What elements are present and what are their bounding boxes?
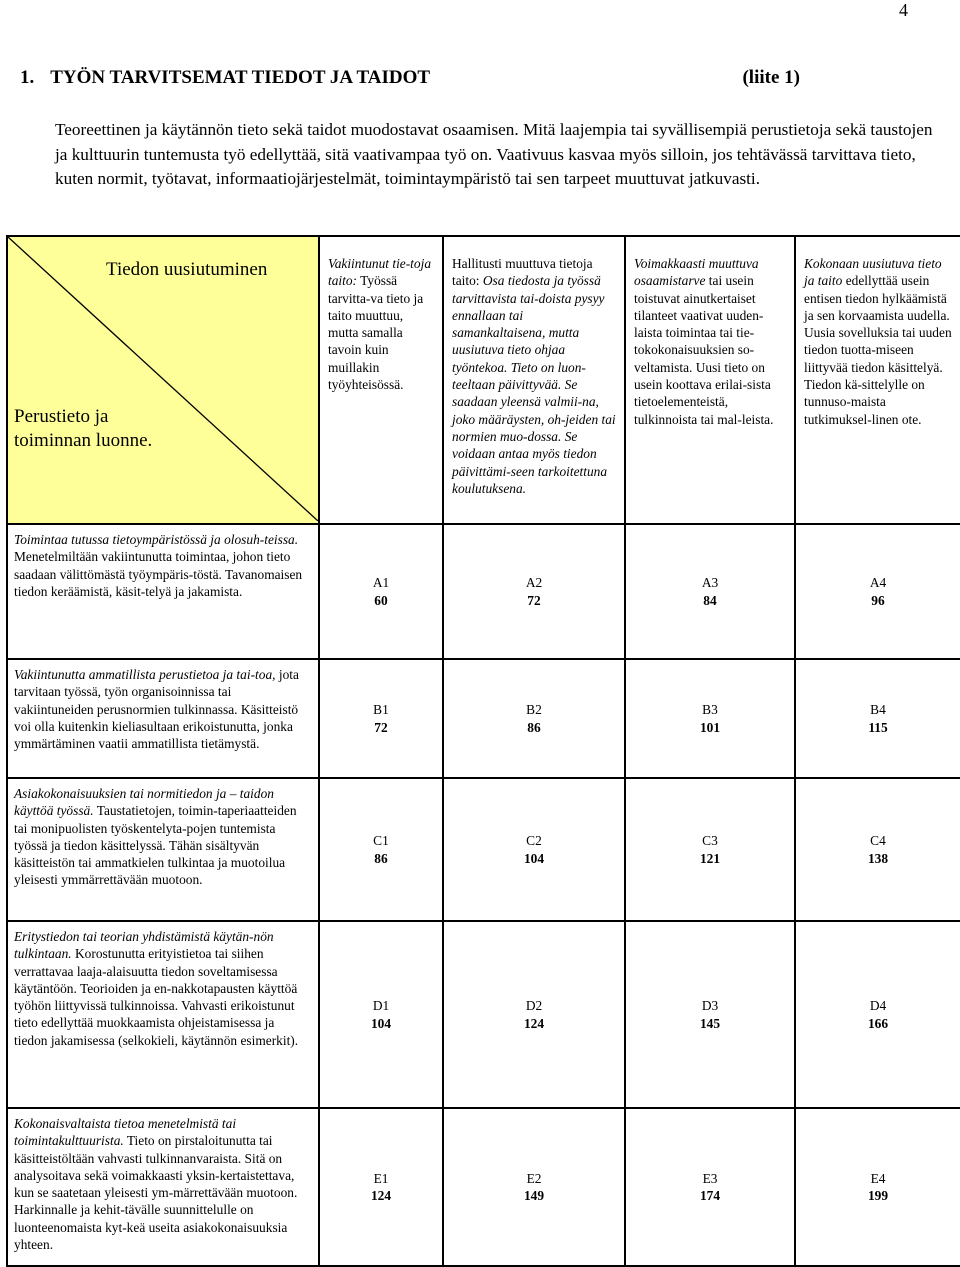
cell-points: 101 bbox=[699, 719, 721, 735]
cell-code: A3 bbox=[701, 575, 719, 591]
cell-code: B3 bbox=[702, 702, 718, 718]
cell-code: E2 bbox=[526, 1170, 542, 1186]
table-row bbox=[7, 659, 960, 778]
heading-number: 1. bbox=[20, 67, 35, 88]
row-header-d-text: Korostunutta erityistietoa tai siihen verrattavaa laaja-alaisuutta tiedon soveltamisessa käytäntöön. Teorioiden ja en-nakkotapausten käyttöä työhön liittyvissä tulkinnoissa. Vahvasti erikoistunut tieto edellyttää muokkaamista ohjeistamisessa ja tiedon jakamisessa (selkokieli, käytännön esimerkit). bbox=[14, 946, 299, 1048]
column-header-2-italic: Osa tiedosta ja työssä tarvittavista tai-doista pysyy ennallaan tai samankaltaisena, mutta uusiutuva tieto ohjaa työntekoa. Tieto on luon-teeltaan päivittyvää. Se saadaan yleensä valmii-na, joko määräysten, oh-jeiden tai normien muo-dossa. Se voidaan antaa myös tiedon päivittämi-seen tarkoitettuna koulutuksena. bbox=[452, 273, 616, 496]
cell-code: D1 bbox=[372, 998, 390, 1014]
column-header-1-italic: Vakiintunut tie-toja taito: bbox=[328, 256, 432, 289]
cell-b4 bbox=[795, 659, 960, 778]
basic-knowledge-label bbox=[14, 405, 152, 453]
cell-c4 bbox=[795, 778, 960, 921]
cell-d4 bbox=[795, 921, 960, 1108]
row-header-c-text: Taustatietojen, toimin-taperiaatteiden tai monipuolisten työskentelyta-pojen tuntemista työssä ja tiedon käsittelyssä. Tähän sisältyvän käsitteistön tai ammatkielen tulkintaa ja muotoilua yleisesti ymmärrettävään muotoon. bbox=[14, 803, 297, 888]
table-row bbox=[7, 778, 960, 921]
row-header-c-italic: Asiakokonaisuuksien tai normitiedon ja – taidon käyttöä työssä. bbox=[14, 786, 274, 819]
cell-code: E3 bbox=[702, 1170, 718, 1186]
cell-points: 86 bbox=[527, 719, 541, 735]
requirements-matrix bbox=[6, 235, 960, 1267]
cell-a1 bbox=[319, 524, 443, 659]
cell-c2 bbox=[443, 778, 625, 921]
cell-points: 199 bbox=[867, 1188, 889, 1203]
cell-points: 72 bbox=[527, 592, 541, 608]
row-header-b bbox=[7, 659, 319, 778]
cell-e2 bbox=[443, 1108, 625, 1266]
cell-c3 bbox=[625, 778, 795, 921]
cell-points: 149 bbox=[523, 1188, 545, 1203]
column-header-2 bbox=[443, 236, 625, 524]
cell-e1 bbox=[319, 1108, 443, 1266]
column-header-3-text: tai usein toistuvat ainutkertaiset tilanteet vaativat uuden-laista toimintaa tai tie-tokokonaisuuksien so-veltamista. Uusi tieto on usein koottava erilai-sista tietoelementeistä, tulkinnoista tai mal-leista. bbox=[634, 273, 774, 427]
cell-points: 84 bbox=[703, 592, 717, 608]
heading-title: TYÖN TARVITSEMAT TIEDOT JA TAIDOT bbox=[50, 67, 431, 88]
column-header-2-lead: Hallitusti muuttuva tietoja taito: bbox=[452, 256, 593, 289]
cell-points: 124 bbox=[523, 1015, 545, 1031]
row-header-a-text: Menetelmiltään vakiintunutta toimintaa, johon tieto saadaan välittömästä työympäris-töstä. Tavanomaisen tiedon keräämistä, käsit-telyä ja jakamista. bbox=[14, 549, 303, 599]
cell-points: 104 bbox=[370, 1015, 392, 1031]
basic-knowledge-line-1: Perustieto ja bbox=[14, 406, 109, 427]
cell-a4 bbox=[795, 524, 960, 659]
cell-b3 bbox=[625, 659, 795, 778]
cell-points: 166 bbox=[867, 1015, 889, 1031]
cell-code: C3 bbox=[702, 833, 718, 849]
column-header-1-text: Työssä tarvitta-va tieto ja taito muuttuu, mutta samalla tavoin kuin muillakin työyhteisössä. bbox=[328, 273, 424, 393]
basic-knowledge-line-2: toiminnan luonne. bbox=[14, 430, 153, 451]
cell-c1 bbox=[319, 778, 443, 921]
cell-code: C1 bbox=[373, 833, 389, 849]
cell-d3 bbox=[625, 921, 795, 1108]
cell-code: D4 bbox=[869, 998, 887, 1014]
column-header-4-italic: Kokonaan uusiutuva tieto ja taito bbox=[804, 256, 942, 289]
section-heading bbox=[20, 67, 800, 89]
column-header-3 bbox=[625, 236, 795, 524]
cell-code: B1 bbox=[373, 702, 389, 718]
row-header-d bbox=[7, 921, 319, 1108]
intro-paragraph: Teoreettinen ja käytännön tieto sekä taidot muodostavat osaamisen. Mitä laajempia tai syvällisempiä perustietoja sekä taustojen ja kulttuurin tuntemusta työ edellyttää, sitä vaativampaa työ on. Vaativuus kasvaa myös silloin, jos tehtävässä tarvittava tieto, kuten normit, työtavat, informaatiojärjestelmät, toimintaympäristö tai sen tarpeet muuttuvat jatkuvasti. bbox=[55, 120, 933, 188]
cell-points: 174 bbox=[699, 1188, 721, 1203]
row-header-e-italic: Kokonaisvaltaista tietoa menetelmistä tai toimintakulttuurista. bbox=[14, 1116, 237, 1149]
cell-code: A2 bbox=[525, 575, 543, 591]
cell-code: B4 bbox=[870, 702, 886, 718]
cell-points: 96 bbox=[871, 592, 885, 608]
row-header-b-italic: Vakiintunutta ammatillista perustietoa ja tai-toa, bbox=[14, 667, 276, 682]
column-header-3-italic: Voimakkaasti muuttuva osaamistarve bbox=[634, 256, 759, 289]
row-header-b-text: jota tarvitaan työssä, työn organisoinnissa tai vakiintuneiden perusnormien tulkinnassa. Käsitteistö voi olla kuitenkin kieliasultaan erikoistunutta, jonka ymmärtäminen vaatii ammatillista tietämystä. bbox=[14, 667, 299, 752]
cell-a3 bbox=[625, 524, 795, 659]
row-header-c bbox=[7, 778, 319, 921]
corner-cell bbox=[7, 236, 319, 524]
cell-code: D3 bbox=[701, 998, 719, 1014]
cell-points: 138 bbox=[867, 850, 889, 866]
heading-left bbox=[20, 67, 430, 89]
cell-code: A4 bbox=[869, 575, 887, 591]
cell-code: C4 bbox=[870, 833, 886, 849]
cell-points: 124 bbox=[370, 1188, 392, 1203]
cell-points: 121 bbox=[699, 850, 721, 866]
cell-code: B2 bbox=[526, 702, 542, 718]
cell-d1 bbox=[319, 921, 443, 1108]
table-row bbox=[7, 1108, 960, 1266]
cell-e3 bbox=[625, 1108, 795, 1266]
cell-b1 bbox=[319, 659, 443, 778]
cell-code: A1 bbox=[372, 575, 390, 591]
appendix-label: (liite 1) bbox=[742, 67, 800, 88]
cell-points: 145 bbox=[699, 1015, 721, 1031]
row-header-a-italic: Toimintaa tutussa tietoympäristössä ja olosuh-teissa. bbox=[14, 532, 299, 547]
row-header-a bbox=[7, 524, 319, 659]
column-header-4 bbox=[795, 236, 960, 524]
cell-points: 60 bbox=[374, 592, 388, 608]
table-row bbox=[7, 524, 960, 659]
cell-code: D2 bbox=[525, 998, 543, 1014]
table-row bbox=[7, 921, 960, 1108]
row-header-d-italic: Eritystiedon tai teorian yhdistämistä käytän-nön tulkintaan. bbox=[14, 929, 274, 962]
cell-b2 bbox=[443, 659, 625, 778]
column-header-1 bbox=[319, 236, 443, 524]
knowledge-renewal-label: Tiedon uusiutuminen bbox=[106, 259, 268, 280]
cell-points: 115 bbox=[868, 719, 888, 735]
cell-code: E4 bbox=[870, 1170, 886, 1186]
row-header-e bbox=[7, 1108, 319, 1266]
header-row bbox=[7, 236, 960, 524]
cell-points: 86 bbox=[374, 850, 388, 866]
cell-e4 bbox=[795, 1108, 960, 1266]
cell-code: C2 bbox=[526, 833, 542, 849]
cell-points: 104 bbox=[523, 850, 545, 866]
page-number: 4 bbox=[899, 0, 908, 20]
row-header-e-text: Tieto on pirstaloitunutta tai käsitteistöltään vahvasti tulkinnanvaraista. Sitä on analysoitava sekä voimakkaasti yksin-kertaistettava, kun se saatetaan yleisesti ym-märrettävään muotoon. Harkinnalle ja kehit-tävälle suunnittelulle on luonteenomaista kyt-keä useita asiakokonaisuuksia yhteen. bbox=[14, 1133, 298, 1253]
cell-a2 bbox=[443, 524, 625, 659]
cell-points: 72 bbox=[374, 719, 388, 735]
cell-code: E1 bbox=[373, 1170, 389, 1186]
column-header-4-text: edellyttää usein entisen tiedon hylkäämistä ja sen korvaamista uudella. Uusia sovelluksia tai uuden tiedon tuotta-miseen liittyvää tiedon käsittelyä. Tiedon kä-sittelylle on tunnuso-maista tutkimuksel-linen ote. bbox=[804, 273, 952, 427]
cell-d2 bbox=[443, 921, 625, 1108]
